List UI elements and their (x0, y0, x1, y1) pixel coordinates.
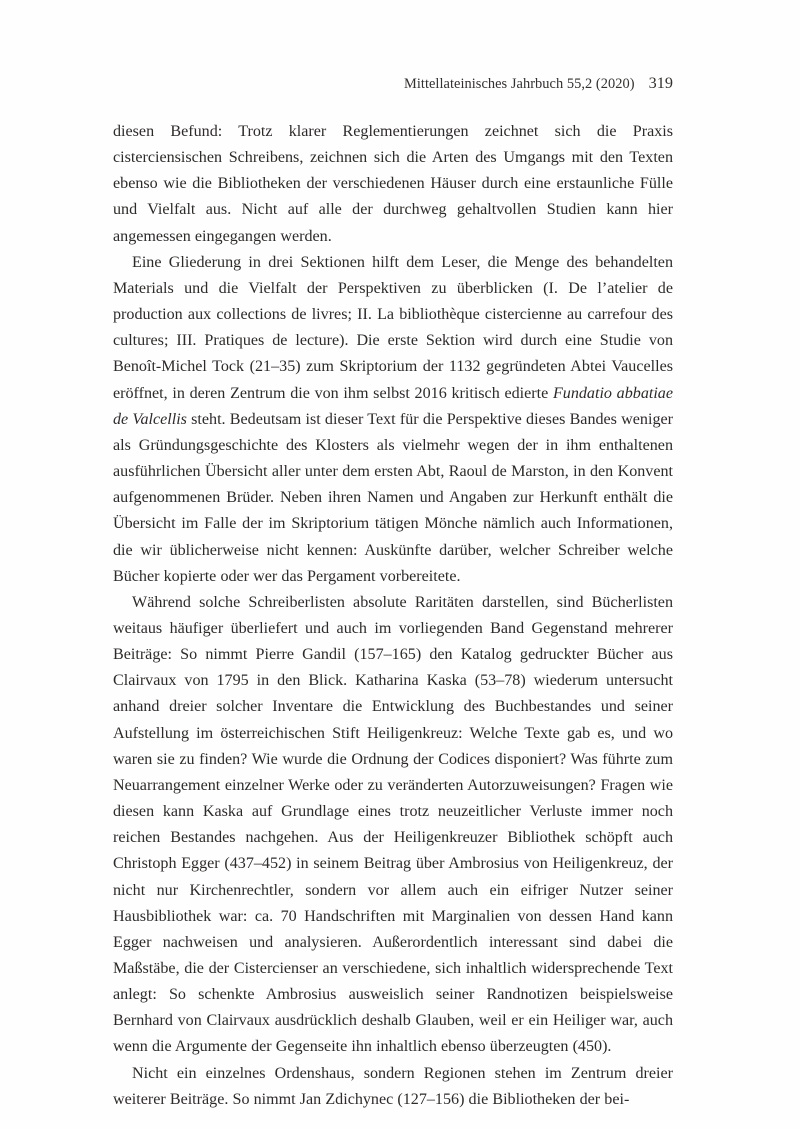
page-number: 319 (648, 74, 673, 92)
paragraph-4 (113, 1061, 673, 1113)
work-title-fundatio: Fundatio abbatiae de Valcellis (113, 384, 673, 428)
journal-title: Mittellateinisches Jahrbuch 55,2 (2020) (404, 76, 635, 92)
paragraph-2 (113, 250, 673, 590)
paragraph-3-text: Während solche Schreiberlisten absolute Raritäten darstellen, sind Bücherlisten weitaus häufiger überliefert und auch im vorliegenden Band Gegenstand mehrerer Beiträge: So nimmt Pierre Gandil (157–165) den Katalog gedruckter Bücher aus Clairvaux von 1795 in den Blick. Katharina Kaska (53–78) wiederum untersucht anhand dreier solcher Inventare die Entwicklung des Buchbestandes und seiner Aufstellung im österreichischen Stift Heiligenkreuz: Welche Texte gab es, und wo waren sie zu finden? Wie wurde die Ordnung der Codices disponiert? Was führte zum Neuarrangement einzelner Werke oder zu veränderten Autorzuweisungen? Fragen wie diesen kann Kaska auf Grundlage eines trotz neuzeitlicher Verluste immer noch reichen Bestandes nachgehen. Aus der Heiligenkreuzer Bibliothek schöpft auch Christoph Egger (437–452) in seinem Beitrag über Ambrosius von Heiligenkreuz, der nicht nur Kirchenrechtler, sondern vor allem auch ein eifriger Nutzer seiner Hausbibliothek war: ca. 70 Handschriften mit Marginalien von dessen Hand kann Egger nachweisen und analysieren. Außerordentlich interessant sind dabei die Maßstäbe, die der Cistercienser an verschiedene, sich inhaltlich widersprechende Text anlegt: So schenkte Ambrosius ausweislich seiner Randnotizen beispielsweise Bernhard von Clairvaux ausdrücklich deshalb Glauben, weil er ein Heiliger war, auch wenn die Argumente der Gegenseite ihn inhaltlich ebenso überzeugten (450). (113, 593, 673, 1056)
paragraph-3 (113, 590, 673, 1061)
body-text-block (113, 119, 673, 1113)
paragraph-1-text: diesen Befund: Trotz klarer Reglementierungen zeichnet sich die Praxis cisterciensischen Schreibens, zeichnen sich die Arten des Umgangs mit den Texten ebenso wie die Bibliotheken der verschiedenen Häuser durch eine erstaunliche Fülle und Vielfalt aus. Nicht auf alle der durchweg gehaltvollen Studien kann hier angemessen eingegangen werden. (113, 123, 673, 245)
paragraph-1 (113, 119, 673, 250)
running-head (113, 74, 673, 93)
paragraph-2-text-after: steht. Bedeutsam ist dieser Text für die Perspektive dieses Bandes weniger als Gründungsgeschichte des Klosters als vielmehr wegen der in ihm enthaltenen ausführlichen Übersicht aller unter dem ersten Abt, Raoul de Marston, in den Konvent aufgenommenen Brüder. Neben ihren Namen und Angaben zur Herkunft enthält die Übersicht im Falle der im Skriptorium tätigen Mönche nämlich auch Informationen, die wir üblicherweise nicht kennen: Auskünfte darüber, welcher Schreiber welche Bücher kopierte oder wer das Pergament vorbereitete. (113, 410, 673, 585)
paragraph-2-text-before: Eine Gliederung in drei Sektionen hilft dem Leser, die Menge des behandelten Materials und die Vielfalt der Perspektiven zu überblicken (I. De l’atelier de production aux collections de livres; II. La bibliothèque cistercienne au carrefour des cultures; III. Pratiques de lecture). Die erste Sektion wird durch eine Studie von Benoît-Michel Tock (21–35) zum Skriptorium der 1132 gegründeten Abtei Vaucelles eröffnet, in deren Zentrum die von ihm selbst 2016 kritisch edierte (113, 253, 673, 402)
paragraph-4-text: Nicht ein einzelnes Ordenshaus, sondern Regionen stehen im Zentrum dreier weiterer Beiträge. So nimmt Jan Zdichynec (127–156) die Bibliotheken der bei- (113, 1064, 673, 1108)
